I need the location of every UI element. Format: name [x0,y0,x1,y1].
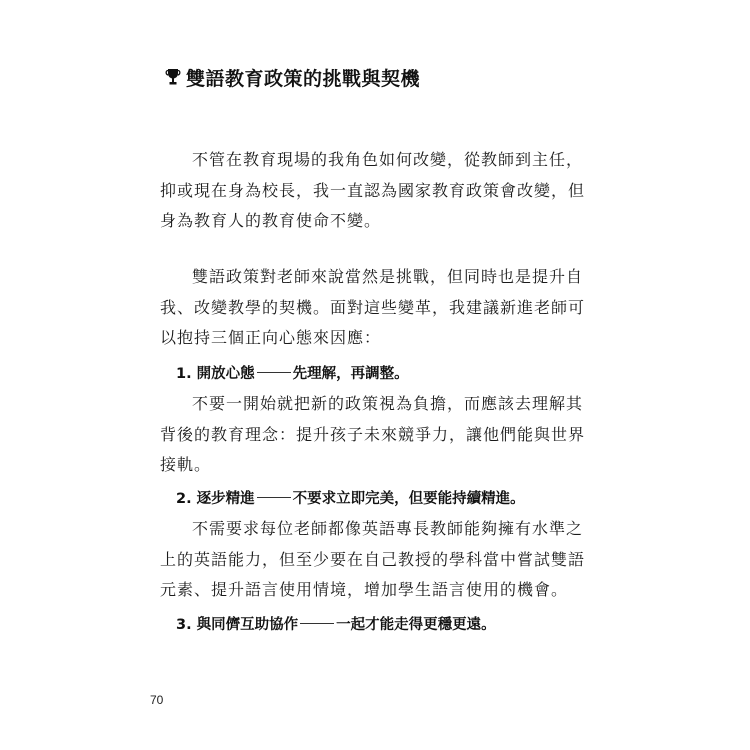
paragraph-line: 上的英語能力，但至少要在自己教授的學科當中嘗試雙語 [160,549,586,569]
paragraph-1 [160,145,586,237]
item-subtitle: 一起才能走得更穩更遠。 [336,617,496,633]
item-subtitle: 不要求立即完美，但要能持續精進。 [292,491,525,507]
item-number: 2. [176,491,192,507]
item-number: 1. [176,366,192,382]
item-2-body [160,514,586,606]
em-dash [257,372,291,373]
item-title-text: 開放心態 [196,366,255,382]
item-1-title [176,364,409,384]
paragraph-line: 背後的教育理念：提升孩子未來競爭力，讓他們能與世界 [160,424,586,444]
paragraph-2 [160,262,586,354]
item-3-title [176,615,496,635]
item-number: 3. [176,617,192,633]
paragraph-line: 身為教育人的教育使命不變。 [160,211,382,230]
paragraph-line: 接軌。 [160,455,212,474]
paragraph-line: 以抱持三個正向心態來因應： [160,328,382,347]
paragraph-line: 抑或現在身為校長，我一直認為國家教育政策會改變，但 [160,180,586,200]
page-number: 70 [150,693,164,707]
section-heading-text: 雙語教育政策的挑戰與契機 [186,67,421,90]
paragraph-line: 不要一開始就把新的政策視為負擔，而應該去理解其 [192,394,584,413]
item-title-text: 逐步精進 [196,491,255,507]
item-1-body [160,389,586,481]
item-title-text: 與同儕互助協作 [196,617,299,633]
paragraph-line: 元素、提升語言使用情境，增加學生語言使用的機會。 [160,580,569,599]
em-dash [300,623,334,624]
em-dash [257,497,291,498]
paragraph-line: 不管在教育現場的我角色如何改變，從教師到主任， [192,150,584,169]
item-subtitle: 先理解，再調整。 [292,366,409,382]
paragraph-line: 不需要求每位老師都像英語專長教師能夠擁有水準之 [192,519,584,538]
section-heading [165,62,420,92]
paragraph-line: 雙語政策對老師來說當然是挑戰，但同時也是提升自 [192,267,584,286]
item-2-title [176,489,525,509]
paragraph-line: 我、改變教學的契機。面對這些變革，我建議新進老師可 [160,297,586,317]
trophy-icon [165,67,181,87]
